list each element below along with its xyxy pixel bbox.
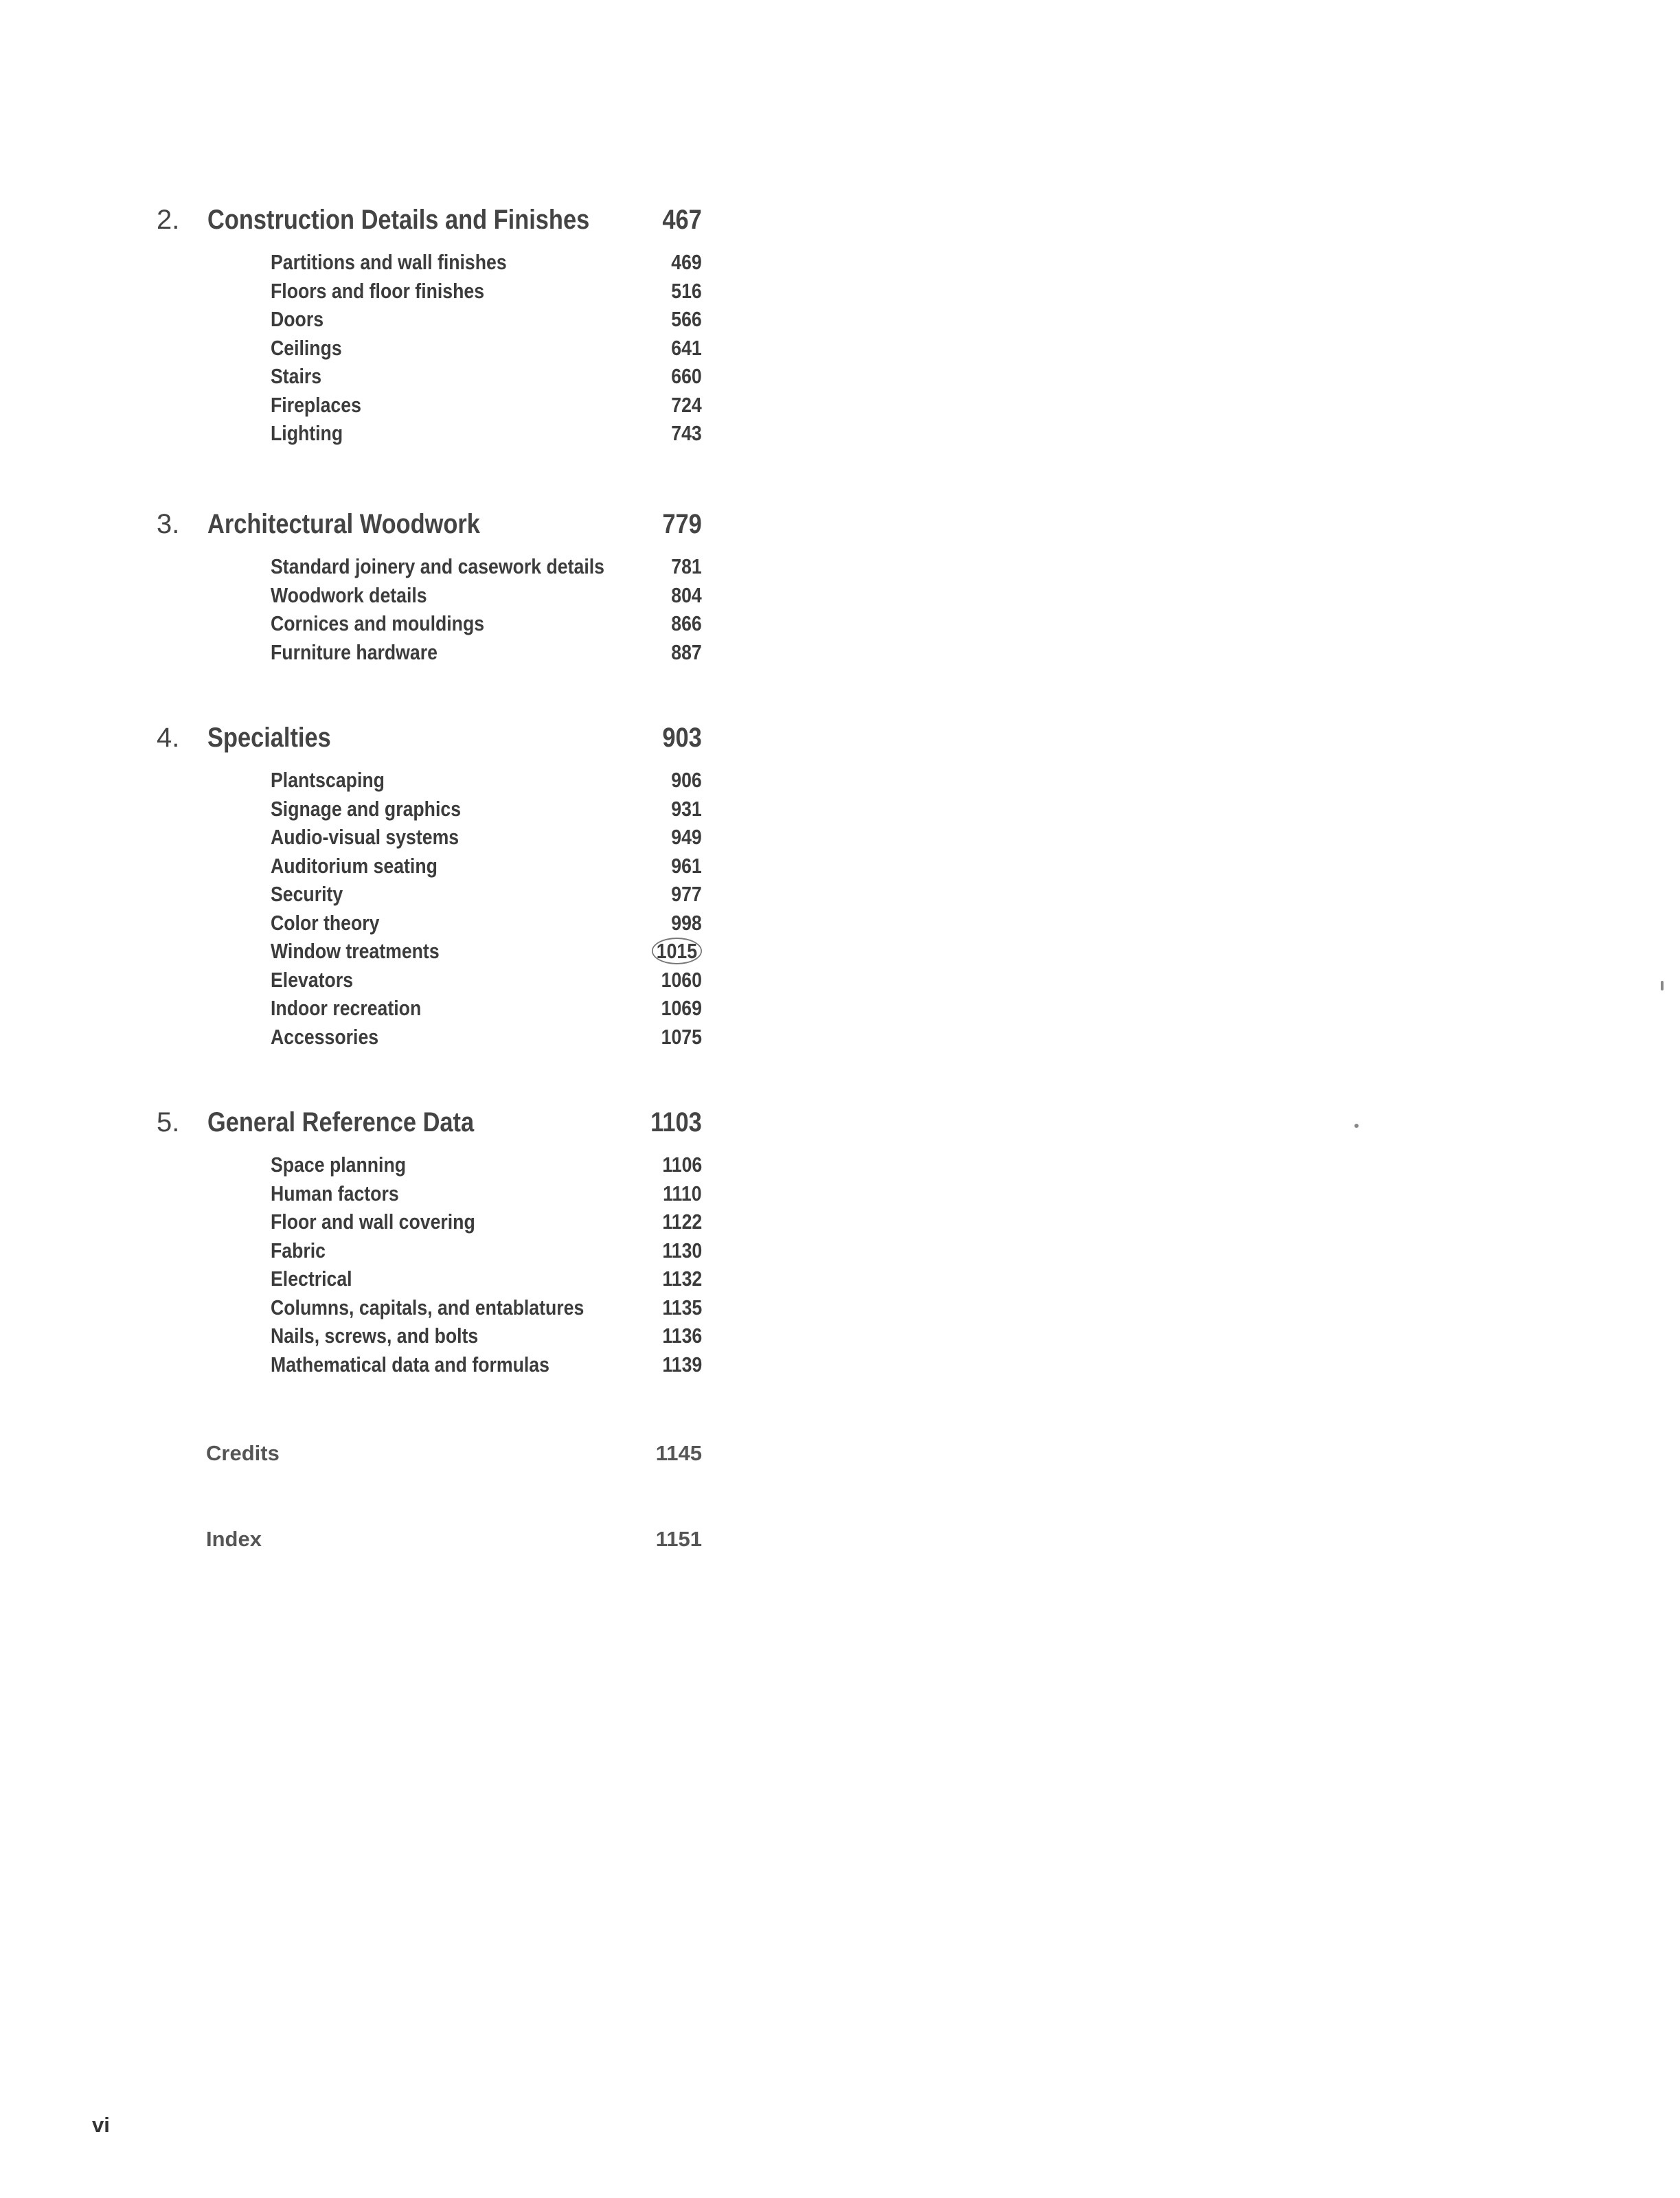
toc-entry[interactable] bbox=[0, 1210, 756, 1238]
chapter-number: 4. bbox=[157, 723, 180, 753]
toc-entry[interactable] bbox=[0, 1352, 756, 1381]
toc-entry-page: 1145 bbox=[655, 1441, 702, 1465]
toc-chapter bbox=[0, 205, 756, 450]
toc-entry-label: Human factors bbox=[271, 1181, 399, 1205]
toc-entry-label: Credits bbox=[206, 1441, 280, 1465]
toc-entry-page: 743 bbox=[671, 421, 702, 445]
toc-entry[interactable] bbox=[0, 279, 756, 308]
toc-entry-label: Doors bbox=[271, 307, 324, 331]
chapter-heading[interactable] bbox=[0, 509, 756, 550]
toc-entry-page: 961 bbox=[671, 853, 702, 878]
chapter-number: 2. bbox=[157, 205, 180, 235]
toc-entry-page: 469 bbox=[671, 250, 702, 274]
scan-speck bbox=[1661, 981, 1664, 990]
handwritten-circle-mark: 1015 bbox=[652, 938, 702, 964]
toc-entry-label: Lighting bbox=[271, 421, 343, 445]
chapter-page-number: 779 bbox=[662, 509, 702, 539]
toc-entry-page: 566 bbox=[671, 307, 702, 331]
toc-entry[interactable] bbox=[0, 640, 756, 669]
toc-chapter bbox=[0, 509, 756, 668]
toc-entry-label: Space planning bbox=[271, 1153, 407, 1177]
toc-entry-page: 977 bbox=[671, 882, 702, 906]
scan-speck bbox=[1354, 1124, 1359, 1128]
toc-entry-label: Stairs bbox=[271, 364, 322, 388]
toc-entry-page: 1122 bbox=[662, 1210, 702, 1234]
toc-entry[interactable] bbox=[0, 825, 756, 854]
toc-entry-label: Indoor recreation bbox=[271, 996, 422, 1020]
toc-entry[interactable] bbox=[0, 250, 756, 279]
chapter-heading[interactable] bbox=[0, 205, 756, 246]
toc-entry-label: Floor and wall covering bbox=[271, 1210, 475, 1234]
toc-entry[interactable] bbox=[0, 393, 756, 422]
toc-entry[interactable] bbox=[0, 1181, 756, 1210]
toc-entry-label: Plantscaping bbox=[271, 768, 385, 792]
chapter-number: 3. bbox=[157, 509, 180, 539]
chapter-page-number: 1103 bbox=[650, 1107, 702, 1137]
toc-entry[interactable] bbox=[0, 421, 756, 450]
toc-entry-index[interactable] bbox=[0, 1527, 756, 1557]
toc-entry-label: Audio-visual systems bbox=[271, 825, 459, 849]
toc-entry-label: Columns, capitals, and entablatures bbox=[271, 1295, 584, 1319]
toc-entry[interactable] bbox=[0, 1267, 756, 1295]
toc-entry-page: 1130 bbox=[662, 1238, 702, 1262]
toc-entry[interactable] bbox=[0, 307, 756, 336]
toc-entry-label: Floors and floor finishes bbox=[271, 278, 485, 303]
chapter-page-number: 467 bbox=[662, 205, 702, 235]
toc-entry[interactable] bbox=[0, 797, 756, 826]
toc-entry[interactable] bbox=[0, 939, 756, 968]
toc-entry[interactable] bbox=[0, 1324, 756, 1352]
toc-entry-page: 1110 bbox=[663, 1181, 702, 1205]
toc-entry-page: 1075 bbox=[661, 1024, 702, 1049]
toc-chapter bbox=[0, 723, 756, 1053]
toc-entry-label: Fireplaces bbox=[271, 392, 361, 417]
toc-entry-page: 1151 bbox=[655, 1527, 702, 1551]
toc-entry-label: Accessories bbox=[271, 1024, 379, 1049]
toc-entry-page: 1132 bbox=[662, 1267, 702, 1291]
toc-entry-page: 781 bbox=[671, 554, 702, 578]
toc-entry-page: 866 bbox=[671, 611, 702, 635]
toc-entry-label: Partitions and wall finishes bbox=[271, 250, 507, 274]
chapter-entries bbox=[0, 768, 756, 1053]
page-folio: vi bbox=[92, 2113, 110, 2137]
toc-entry[interactable] bbox=[0, 336, 756, 365]
toc-entry-label: Electrical bbox=[271, 1267, 352, 1291]
toc-entry[interactable] bbox=[0, 364, 756, 393]
toc-entry-page: 906 bbox=[671, 768, 702, 792]
toc-entry-label: Mathematical data and formulas bbox=[271, 1352, 549, 1376]
toc-entry-credits[interactable] bbox=[0, 1441, 756, 1471]
toc-entry-label: Elevators bbox=[271, 967, 354, 992]
toc-entry-label: Fabric bbox=[271, 1238, 326, 1262]
toc-entry-page: 641 bbox=[671, 335, 702, 360]
chapter-heading[interactable] bbox=[0, 723, 756, 764]
toc-entry-page: 1106 bbox=[662, 1153, 702, 1177]
toc-entry-page: 516 bbox=[671, 278, 702, 303]
toc-entry[interactable] bbox=[0, 1153, 756, 1181]
toc-entry-label: Signage and graphics bbox=[271, 796, 462, 821]
chapter-title: Construction Details and Finishes bbox=[207, 205, 590, 235]
toc-entry-page: 660 bbox=[671, 364, 702, 388]
toc-entry-label: Color theory bbox=[271, 910, 380, 935]
toc-entry-label: Furniture hardware bbox=[271, 639, 438, 664]
toc-entry-label: Cornices and mouldings bbox=[271, 611, 485, 635]
toc-entry-page bbox=[652, 939, 702, 964]
toc-entry-page: 1060 bbox=[661, 967, 702, 992]
toc-entry[interactable] bbox=[0, 768, 756, 797]
toc-entry[interactable] bbox=[0, 583, 756, 612]
chapter-entries bbox=[0, 250, 756, 450]
toc-entry[interactable] bbox=[0, 611, 756, 640]
toc-chapter bbox=[0, 1107, 756, 1381]
chapter-title: Specialties bbox=[207, 723, 331, 753]
toc-entry[interactable] bbox=[0, 1025, 756, 1054]
chapter-entries bbox=[0, 554, 756, 668]
toc-entry-page: 1136 bbox=[662, 1324, 702, 1348]
toc-entry[interactable] bbox=[0, 1238, 756, 1267]
toc-entry-page: 804 bbox=[671, 582, 702, 607]
toc-entry-page: 1069 bbox=[661, 996, 702, 1020]
toc-entry-page: 998 bbox=[671, 910, 702, 935]
toc-entry-label: Nails, screws, and bolts bbox=[271, 1324, 479, 1348]
chapter-heading[interactable] bbox=[0, 1107, 756, 1148]
chapter-entries bbox=[0, 1153, 756, 1381]
chapter-title: Architectural Woodwork bbox=[207, 509, 480, 539]
toc-entry-label: Index bbox=[206, 1527, 262, 1551]
toc-entry-page: 1135 bbox=[662, 1295, 702, 1319]
toc-entry-page: 949 bbox=[671, 825, 702, 849]
toc-entry[interactable] bbox=[0, 882, 756, 911]
toc-entry-label: Ceilings bbox=[271, 335, 342, 360]
toc-entry-page: 724 bbox=[671, 392, 702, 417]
toc-entry[interactable] bbox=[0, 554, 756, 583]
toc-entry[interactable] bbox=[0, 996, 756, 1025]
toc-entry[interactable] bbox=[0, 911, 756, 940]
chapter-title: General Reference Data bbox=[207, 1107, 475, 1137]
toc-entry[interactable] bbox=[0, 968, 756, 997]
toc-entry-label: Security bbox=[271, 882, 343, 906]
chapter-number: 5. bbox=[157, 1107, 180, 1137]
toc-entry-label: Auditorium seating bbox=[271, 853, 438, 878]
toc-entry-label: Standard joinery and casework details bbox=[271, 554, 604, 578]
toc-entry-page: 931 bbox=[671, 796, 702, 821]
toc-entry[interactable] bbox=[0, 1295, 756, 1324]
toc-entry-label: Woodwork details bbox=[271, 582, 427, 607]
toc-entry[interactable] bbox=[0, 854, 756, 883]
toc-entry-page: 887 bbox=[671, 639, 702, 664]
chapter-page-number: 903 bbox=[662, 723, 702, 753]
toc-entry-page: 1139 bbox=[662, 1352, 702, 1376]
toc-entry-label: Window treatments bbox=[271, 939, 440, 963]
